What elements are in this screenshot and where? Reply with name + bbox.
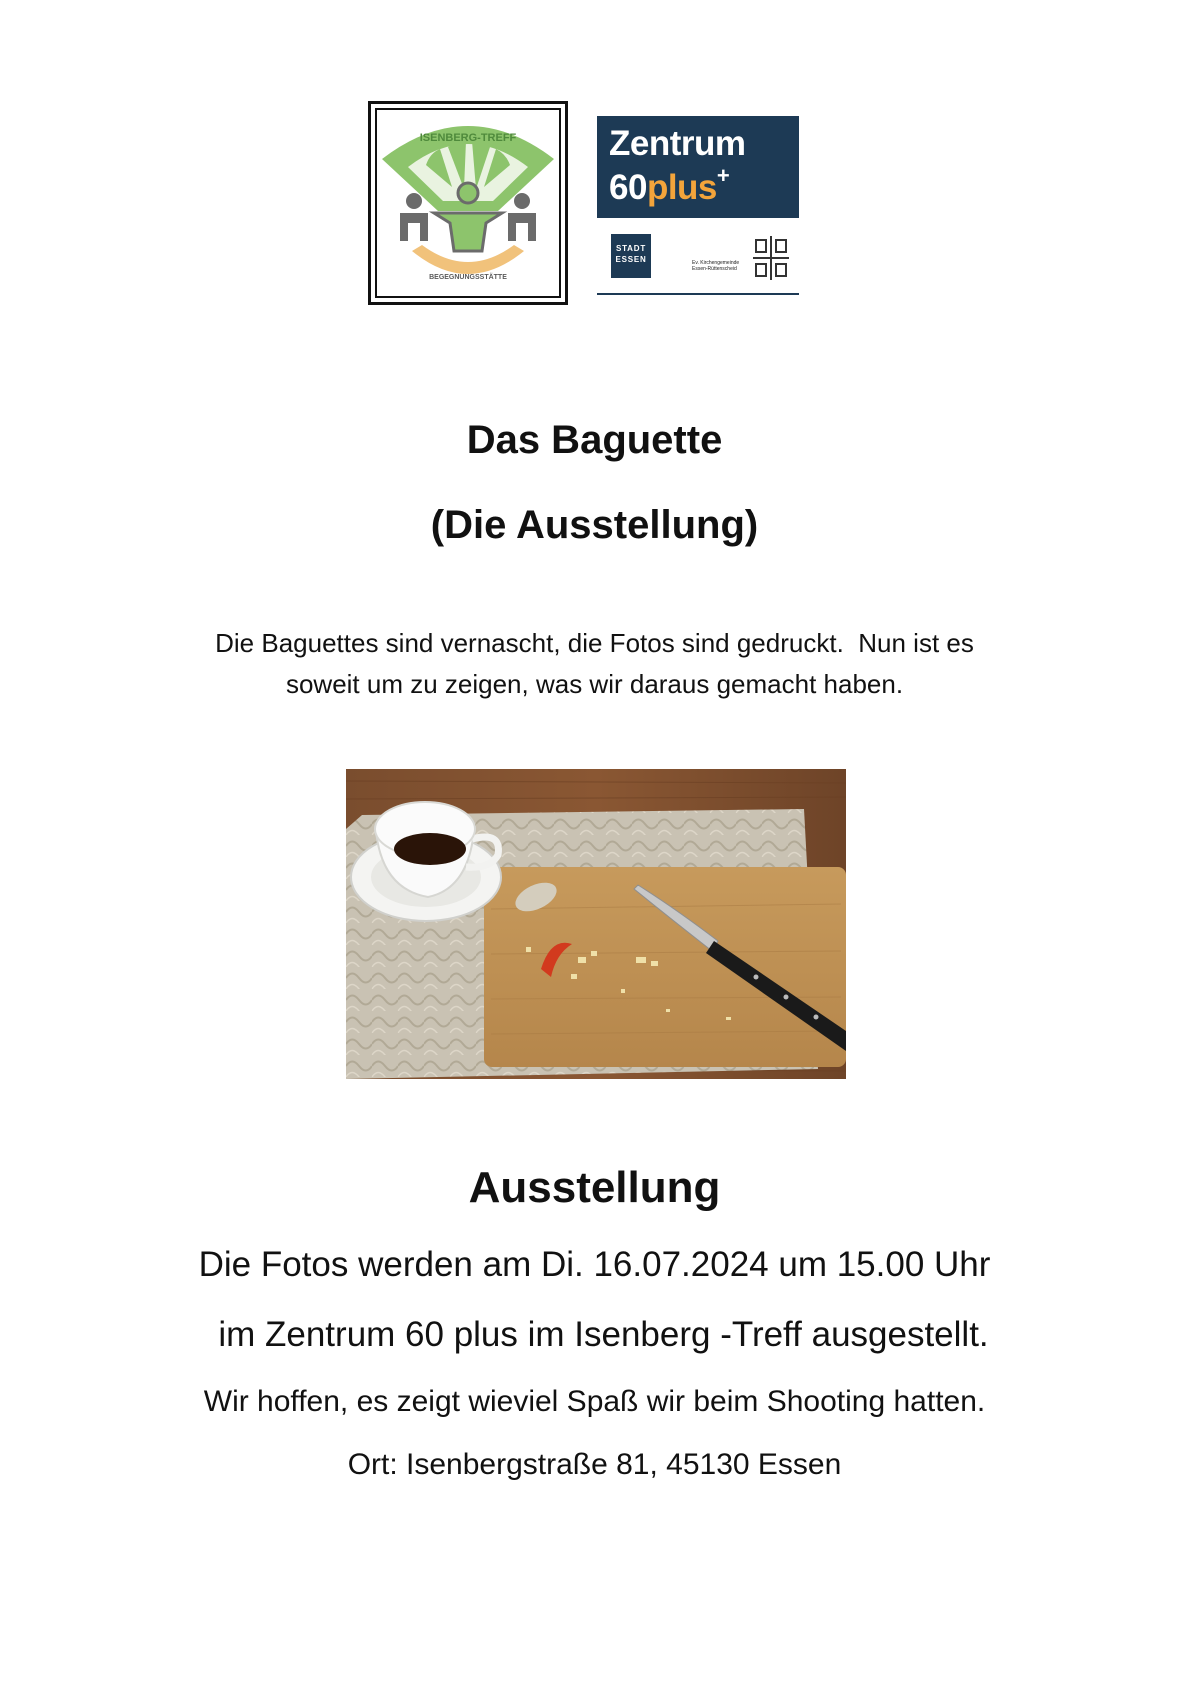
exhibition-hope-line: Wir hoffen, es zeigt wieviel Spaß wir beim Shooting hatten. [203, 1385, 986, 1418]
intro-line2: soweit um zu zeigen, was wir daraus gemacht haben. [285, 669, 904, 699]
sub-title: (Die Ausstellung) [430, 503, 759, 547]
zentrum-line1: Zentrum [609, 124, 746, 163]
intro-text [0, 623, 1189, 705]
zentrum-plus-word: plus [646, 168, 717, 207]
zentrum-plus-mark: + [716, 163, 730, 188]
stadt-essen-logo [611, 234, 651, 278]
exhibition-address-line: Ort: Isenbergstraße 81, 45130 Essen [347, 1448, 842, 1481]
main-title: Das Baguette [466, 418, 723, 462]
exhibition-date-line: Die Fotos werden am Di. 16.07.2024 um 15.00 Uhr [198, 1245, 991, 1284]
exhibition-heading: Ausstellung [468, 1163, 721, 1212]
isenberg-treff-logo [368, 101, 568, 305]
stadt-label: STADT [615, 244, 647, 253]
baguette-photo [346, 769, 846, 1079]
kirchengemeinde-text [692, 260, 750, 272]
exhibition-place-line: im Zentrum 60 plus im Isenberg -Treff ausgestellt. [218, 1315, 989, 1354]
cross-icon [750, 234, 792, 282]
zentrum-number: 60 [609, 168, 647, 207]
zentrum-banner [597, 116, 799, 218]
kirchengemeinde-logo [692, 234, 792, 284]
kirche-line2: Essen-Rüttenscheid [692, 266, 737, 272]
zentrum-60plus-logo [597, 116, 799, 298]
essen-label: ESSEN [615, 255, 647, 264]
kirche-line1: Ev. Kirchengemeinde [692, 260, 740, 266]
zentrum-rule [597, 293, 799, 295]
intro-line1: Die Baguettes sind vernascht, die Fotos sind gedruckt. Nun ist es [215, 628, 974, 658]
isenberg-arc-text: ISENBERG-TREFF [419, 132, 517, 144]
isenberg-bottom-text: BEGEGNUNGSSTÄTTE [429, 274, 507, 281]
zentrum-line2 [609, 163, 730, 208]
